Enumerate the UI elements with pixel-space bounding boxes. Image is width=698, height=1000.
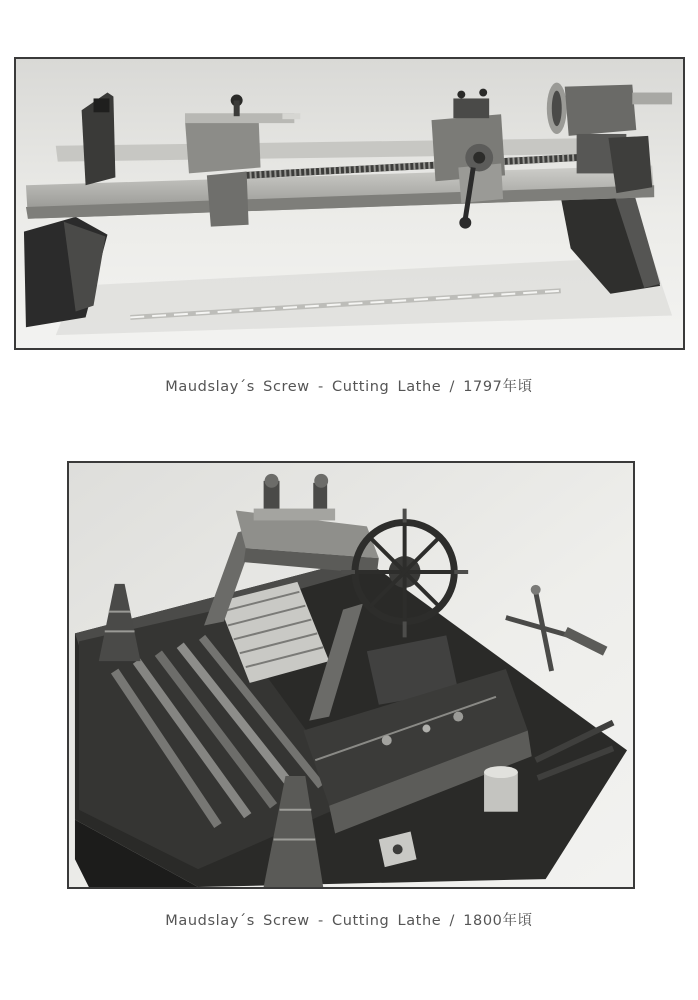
caption-1800 (0, 909, 698, 930)
caption-title: Maudslay´s Screw - Cutting Lathe / (165, 913, 464, 929)
caption-year: 1797年頃 (463, 379, 533, 395)
caption-title: Maudslay´s Screw - Cutting Lathe / (165, 379, 464, 395)
photo-lathe-1797 (14, 57, 685, 350)
lathe-1800-illustration (69, 463, 633, 887)
lathe-1797-illustration (16, 59, 683, 348)
caption-year: 1800年頃 (463, 913, 533, 929)
caption-1797 (0, 375, 698, 396)
photo-lathe-1800 (67, 461, 635, 889)
